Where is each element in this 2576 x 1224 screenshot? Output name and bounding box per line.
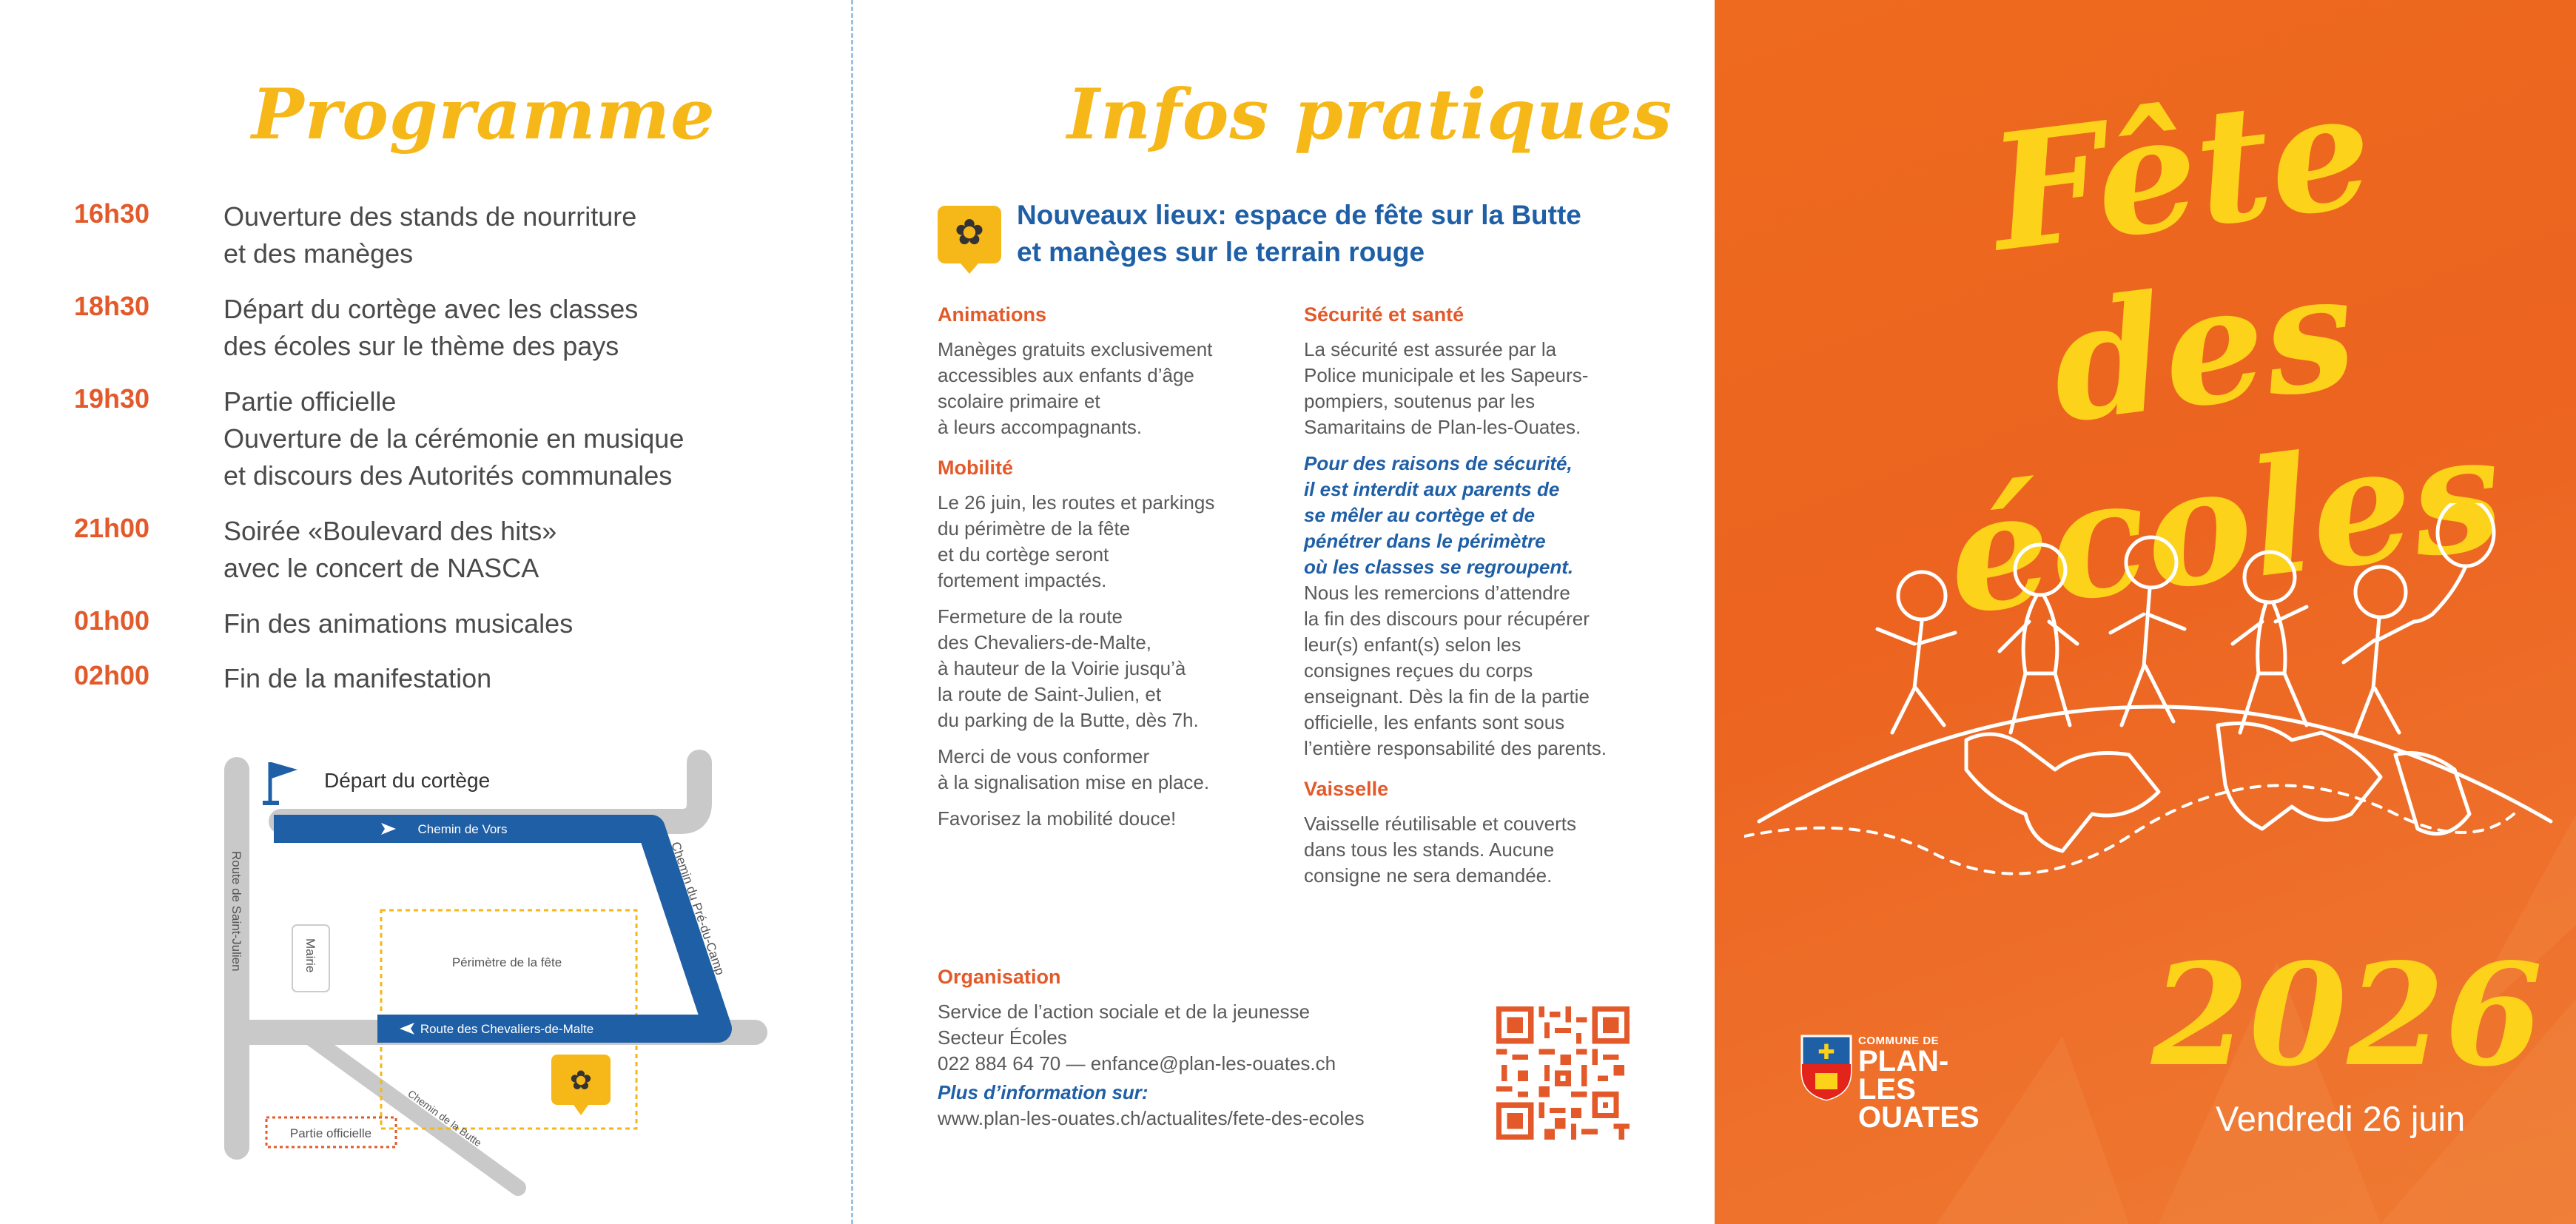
continent-shape [2218, 724, 2381, 830]
more-info-label: Plus d’information sur: [938, 1081, 1149, 1103]
news-line: et manèges sur le terrain rouge [1017, 237, 1425, 267]
chemin-diag-label: Chemin de la Butte [406, 1087, 484, 1149]
more-info-link[interactable]: www.plan-les-ouates.ch/actualites/fete-des-ecoles [938, 1107, 1365, 1129]
mairie-label: Mairie [303, 938, 317, 973]
contact-line: 022 884 64 70 — enfance@plan-les-ouates.ch [938, 1052, 1336, 1075]
route-saint-julien-label: Route de Saint-Julien [229, 851, 243, 972]
chemin-pre-label: Chemin du Pré-du-Camp [668, 840, 727, 977]
programme-line: Départ du cortège avec les classes [223, 294, 639, 324]
text-line: Service de l’action sociale et de la jeunesse [938, 1001, 1310, 1023]
text-line: accessibles aux enfants d’âge [938, 364, 1194, 386]
news-text [1017, 197, 1581, 271]
securite-text [1304, 337, 1659, 761]
text-line: enseignant. Dès la fin de la partie [1304, 685, 1590, 707]
text-line: Merci de vous conformer [938, 745, 1150, 767]
programme-line: Fin de la manifestation [223, 663, 492, 693]
text-line: Le 26 juin, les routes et parkings [938, 491, 1215, 514]
text-line: Fermeture de la route [938, 605, 1123, 628]
programme-text [223, 513, 556, 587]
globe-outline [1759, 707, 2551, 821]
flag-icon [263, 762, 297, 805]
children-globe-illustration [1744, 503, 2566, 947]
text-line: pénétrer dans le périmètre [1304, 530, 1546, 552]
programme-line: Fin des animations musicales [223, 608, 574, 639]
text-line: la route de Saint-Julien, et [938, 683, 1162, 705]
text-line: officielle, les enfants sont sous [1304, 711, 1565, 733]
text-line: leur(s) enfant(s) selon les [1304, 633, 1521, 656]
mobilite-text [938, 490, 1278, 832]
text-line: consigne ne sera demandée. [1304, 864, 1553, 887]
securite-heading: Sécurité et santé [1304, 303, 1464, 326]
programme-line: Soirée «Boulevard des hits» [223, 516, 557, 546]
perimetre-label: Périmètre de la fête [451, 955, 562, 969]
text-line: consignes reçues du corps [1304, 659, 1533, 682]
text-line: Favorisez la mobilité douce! [938, 807, 1177, 830]
text-line: il est interdit aux parents de [1304, 478, 1560, 500]
programme-time: 18h30 [74, 291, 150, 321]
carousel-icon: ✿ [569, 1066, 593, 1096]
qr-code[interactable] [1496, 1006, 1630, 1140]
child-figure [2233, 552, 2307, 733]
logo-line: OUATES [1858, 1101, 1980, 1134]
text-line: dans tous les stands. Aucune [1304, 838, 1555, 861]
programme-panel [0, 0, 851, 1224]
logo-small-text: COMMUNE DE [1858, 1035, 1940, 1047]
child-figure [2111, 537, 2185, 725]
balloon-icon [2414, 503, 2494, 622]
route-chevaliers-label: Route des Chevaliers-de-Malte [420, 1022, 594, 1036]
programme-text [223, 383, 684, 494]
programme-time: 02h00 [74, 660, 150, 690]
cover-year: 2026 [2151, 932, 2543, 1097]
continent-shape [2395, 753, 2469, 834]
programme-line: et des manèges [223, 238, 414, 269]
dotted-path [1744, 785, 2514, 873]
logo-line: LES [1858, 1073, 1916, 1106]
text-line: à leurs accompagnants. [938, 416, 1143, 438]
text-line: à hauteur de la Voirie jusqu’à [938, 657, 1186, 679]
cover-title-line: Fête [1981, 55, 2382, 288]
programme-time: 21h00 [74, 513, 150, 543]
coat-of-arms-icon [1800, 1035, 1852, 1101]
vaisselle-heading: Vaisselle [1304, 778, 1389, 800]
programme-title: Programme [252, 74, 716, 155]
text-line: la fin des discours pour récupérer [1304, 608, 1590, 630]
programme-line: avec le concert de NASCA [223, 553, 539, 583]
svg-text:✚: ✚ [1817, 1040, 1835, 1064]
text-line: Manèges gratuits exclusivement [938, 338, 1213, 360]
logo-line: PLAN- [1858, 1045, 1949, 1077]
carousel-icon: ✿ [954, 212, 985, 253]
text-line: La sécurité est assurée par la [1304, 338, 1557, 360]
road-diagonal [303, 1032, 518, 1188]
mobilite-heading: Mobilité [938, 457, 1013, 479]
text-line: pompiers, soutenus par les [1304, 390, 1536, 412]
text-line: où les classes se regroupent. [1304, 556, 1574, 578]
text-line: des Chevaliers-de-Malte, [938, 631, 1152, 653]
text-line: Samaritains de Plan-les-Ouates. [1304, 416, 1581, 438]
child-figure [1877, 572, 1955, 733]
news-line: Nouveaux lieux: espace de fête sur la Butte [1017, 200, 1581, 230]
manege-badge [551, 1055, 611, 1115]
partie-officielle-label: Partie officielle [289, 1126, 372, 1140]
animations-heading: Animations [938, 303, 1047, 326]
right-column [1304, 303, 1659, 889]
news-badge [938, 206, 1001, 263]
text-line: scolaire primaire et [938, 390, 1100, 412]
child-figure [2000, 545, 2077, 733]
left-column [938, 303, 1278, 832]
continent-shape [1966, 734, 2159, 851]
cortege-route [274, 829, 718, 1029]
depart-label: Départ du cortège [324, 769, 491, 792]
text-line: Police municipale et les Sapeurs- [1304, 364, 1589, 386]
text-line: Vaisselle réutilisable et couverts [1304, 813, 1577, 835]
text-line: se mêler au cortège et de [1304, 504, 1536, 526]
programme-line: Ouverture de la cérémonie en musique [223, 423, 685, 454]
programme-text [223, 198, 636, 272]
cover-panel [1715, 0, 2576, 1224]
programme-line: Partie officielle [223, 386, 397, 417]
child-figure [2344, 567, 2414, 736]
organisation-heading: Organisation [938, 966, 1061, 988]
infos-panel [852, 0, 1715, 1224]
programme-time: 01h00 [74, 605, 150, 636]
organisation-text [938, 999, 1470, 1131]
text-line: du parking de la Butte, dès 7h. [938, 709, 1199, 731]
logo-text [1858, 1035, 1980, 1134]
text-line: fortement impactés. [938, 569, 1107, 591]
commune-logo [1800, 1035, 1993, 1146]
cover-title-line: des écoles [1937, 236, 2512, 651]
route-map [215, 747, 777, 1206]
text-line: Pour des raisons de sécurité, [1304, 452, 1573, 474]
text-line: l’entière responsabilité des parents. [1304, 737, 1607, 759]
programme-line: et discours des Autorités communales [223, 460, 673, 491]
vaisselle-text [1304, 811, 1659, 889]
programme-text [223, 660, 491, 697]
chemin-vors-label: Chemin de Vors [417, 822, 508, 836]
programme-text [223, 605, 573, 642]
organisation-block [938, 966, 1470, 1131]
text-line: à la signalisation mise en place. [938, 771, 1210, 793]
text-line: et du cortège seront [938, 543, 1109, 565]
infos-title: Infos pratiques [1067, 74, 1673, 155]
programme-time: 16h30 [74, 198, 150, 229]
animations-text [938, 337, 1278, 440]
cover-date: Vendredi 26 juin [2216, 1099, 2466, 1138]
programme-time: 19h30 [74, 383, 150, 414]
text-line: Secteur Écoles [938, 1026, 1067, 1049]
programme-line: Ouverture des stands de nourriture [223, 201, 637, 232]
programme-line: des écoles sur le thème des pays [223, 331, 619, 361]
text-line: du périmètre de la fête [938, 517, 1131, 539]
text-line: Nous les remercions d’attendre [1304, 582, 1570, 604]
programme-text [223, 291, 638, 365]
